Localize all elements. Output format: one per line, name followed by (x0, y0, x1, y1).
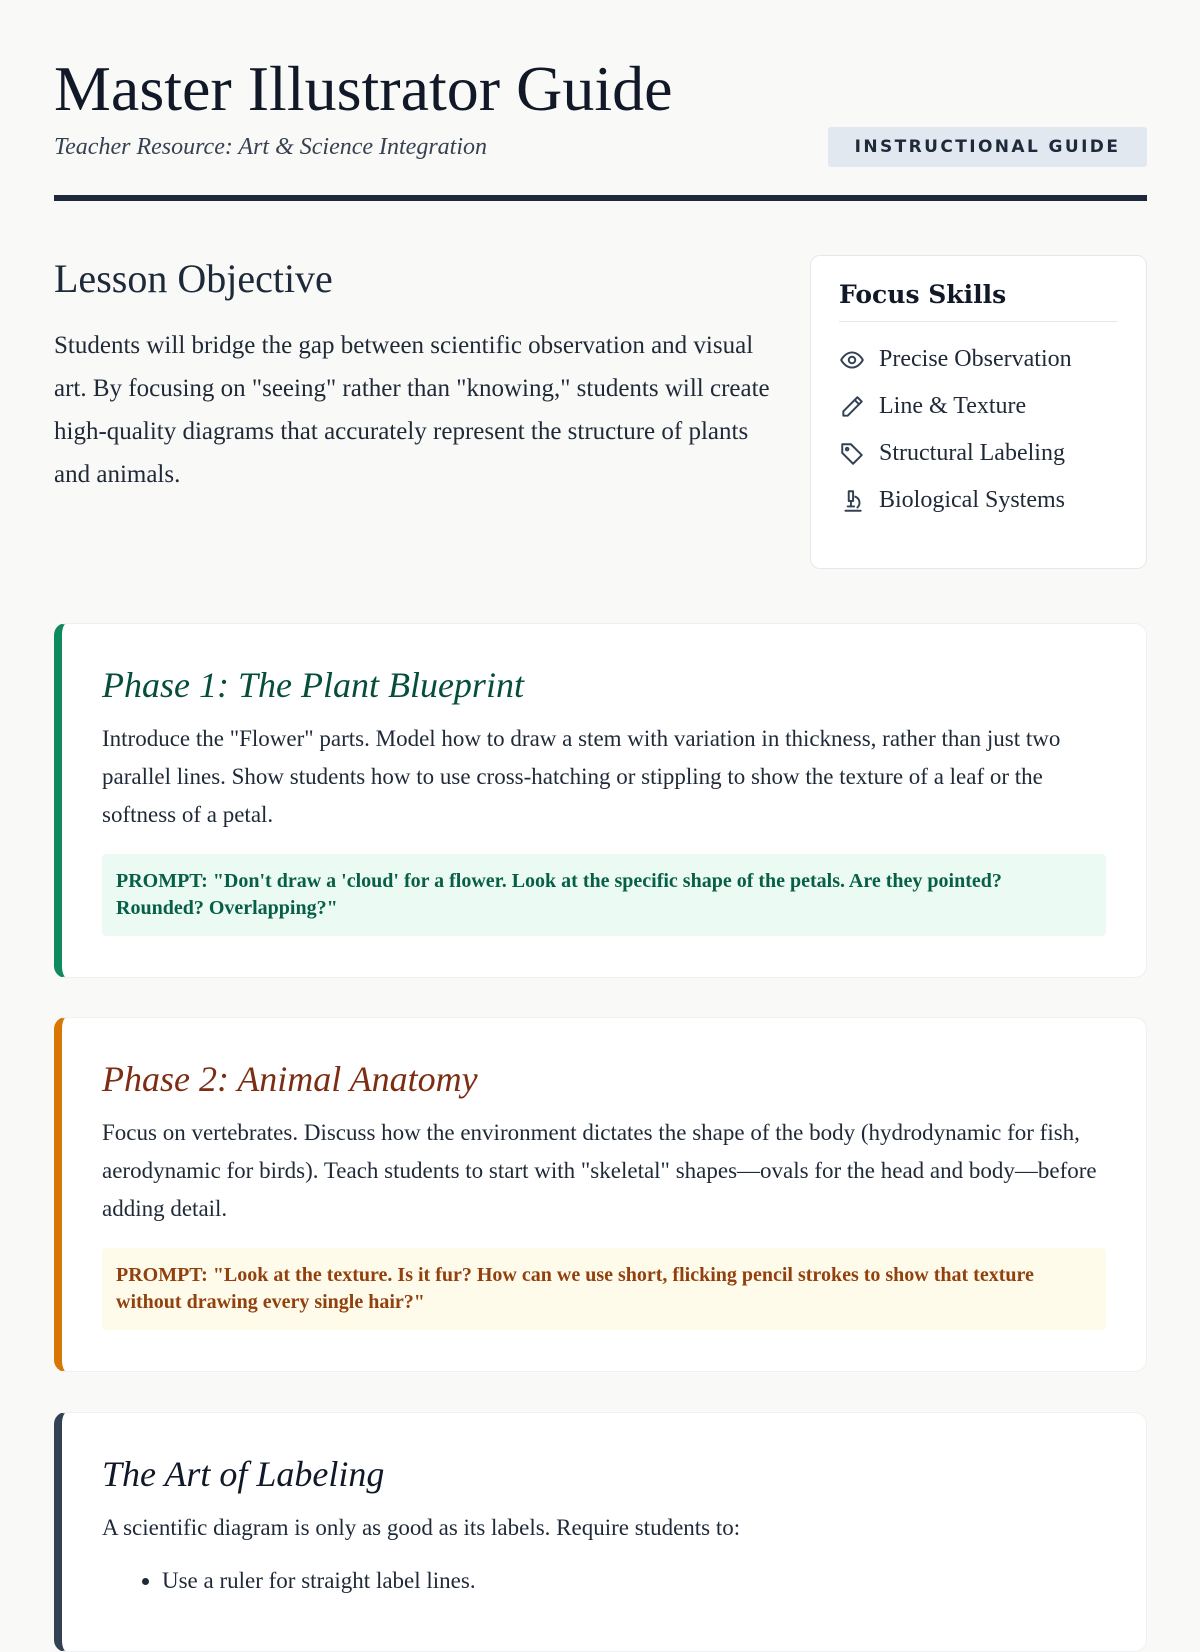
skill-label: Precise Observation (879, 346, 1072, 372)
phase-title: Phase 2: Animal Anatomy (102, 1059, 478, 1099)
phase-text: Introduce the "Flower" parts. Model how to draw a stem with variation in thickness, rather than just two parallel lines. Show students how to use cross-hatching or stippling to show the texture of a leaf or the softness of a petal. (102, 726, 1061, 827)
skill-label: Biological Systems (879, 487, 1065, 513)
page-title: Master Illustrator Guide (54, 53, 673, 124)
phase-prompt: PROMPT: "Don't draw a 'cloud' for a flower. Look at the specific shape of the petals. Are they pointed? Rounded? Overlapping?" (102, 854, 1106, 936)
labeling-list (162, 1559, 1106, 1603)
skill-item (839, 383, 1118, 430)
phase-card-animal (54, 1017, 1147, 1372)
skill-item (839, 477, 1118, 524)
phase-prompt: PROMPT: "Look at the texture. Is it fur? How can we use short, flicking pencil strokes to show that texture without drawing every single hair?" (102, 1248, 1106, 1330)
skill-label: Structural Labeling (879, 440, 1065, 466)
labeling-title: The Art of Labeling (102, 1454, 385, 1494)
phase-text: Focus on vertebrates. Discuss how the environment dictates the shape of the body (hydrodynamic for fish, aerodynamic for birds). Teach students to start with "skeletal" shapes—ovals for the head and body—before adding detail. (102, 1120, 1097, 1221)
eye-icon (839, 347, 865, 373)
doc-type-badge: INSTRUCTIONAL GUIDE (828, 127, 1147, 167)
focus-skills-heading: Focus Skills (839, 280, 1118, 322)
phase-title: Phase 1: The Plant Blueprint (102, 665, 524, 705)
tag-icon (839, 441, 865, 467)
labeling-text: A scientific diagram is only as good as its labels. Require students to: (102, 1515, 741, 1540)
microscope-icon (839, 488, 865, 514)
pencil-icon (839, 394, 865, 420)
phase-card-plant (54, 623, 1147, 978)
focus-skills-panel (810, 255, 1147, 569)
skill-item (839, 336, 1118, 383)
skill-item (839, 430, 1118, 477)
labeling-card (54, 1412, 1147, 1652)
skill-label: Line & Texture (879, 393, 1027, 419)
objective-text: Students will bridge the gap between scientific observation and visual art. By focusing on "seeing" rather than "knowing," students will create high-quality diagrams that accurately represent the structure of plants and animals. (54, 332, 770, 488)
page-header (54, 0, 1147, 201)
labeling-item: • Use a ruler for straight label lines. (162, 1559, 1106, 1603)
lesson-objective (54, 255, 774, 496)
page-subtitle: Teacher Resource: Art & Science Integration (54, 134, 488, 160)
guide-page (54, 0, 1147, 1593)
objective-heading: Lesson Objective (54, 256, 333, 301)
focus-skills-list (839, 336, 1118, 524)
